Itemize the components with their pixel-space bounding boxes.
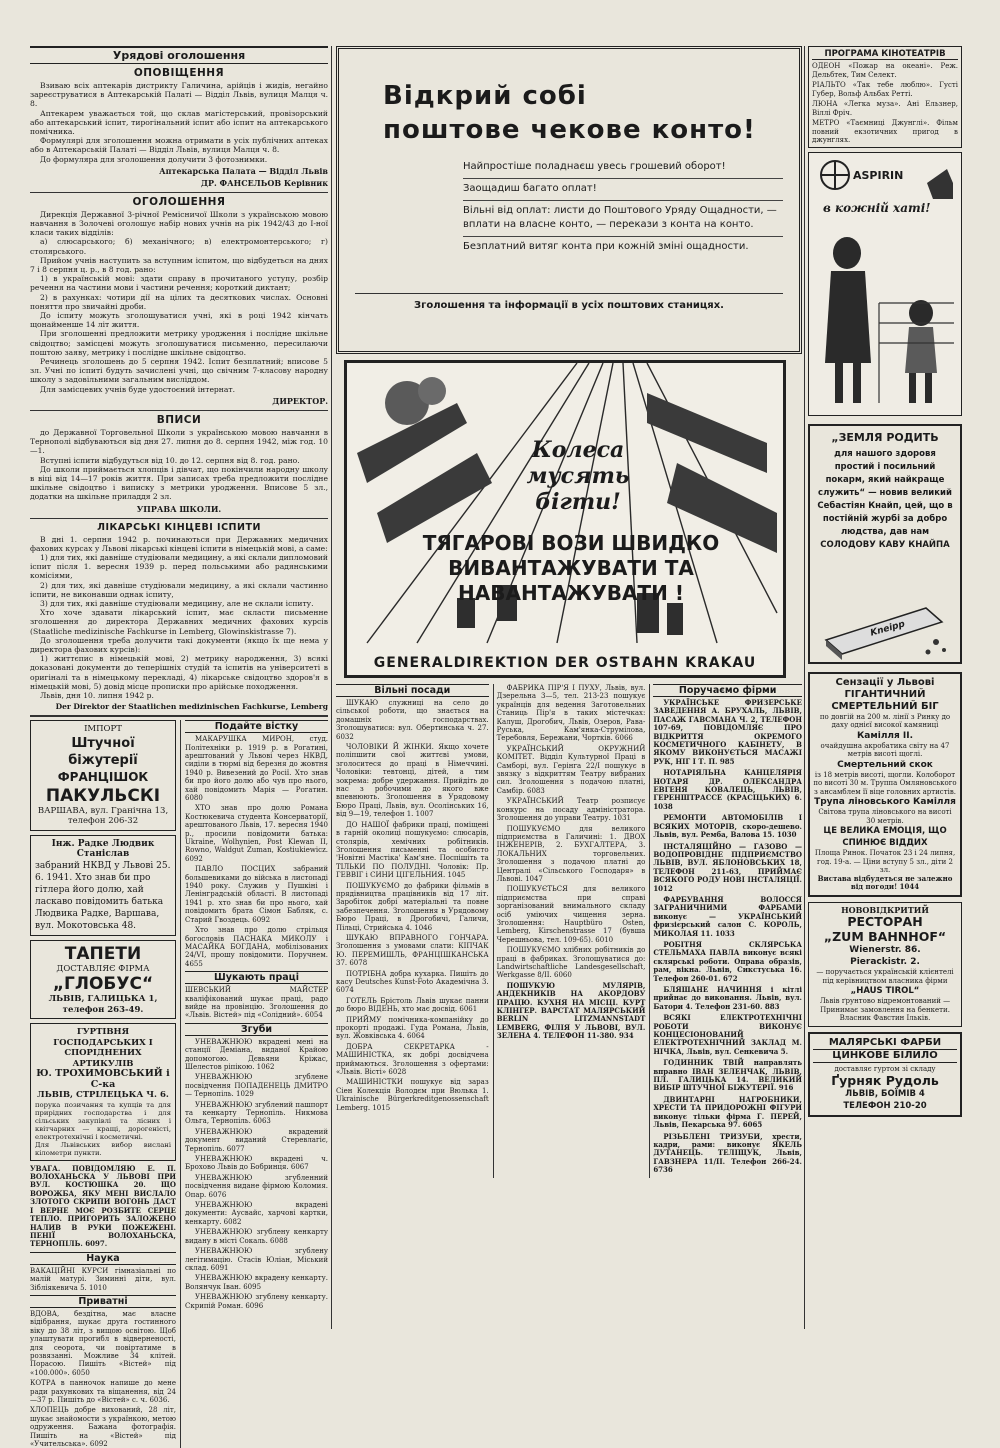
list-item: Хто знав про долю стрільця богословів ПАСНАКА МИКОЛУ і МАСАЙКА БОГДАНА, мобілізованих 24/VI, прошу повідомити. Поручнем. 4655	[185, 926, 328, 968]
paragraph: 2) в рахунках: чотири дії на цілих та десяткових числах. Основні поняття про звичайні дроби.	[30, 292, 328, 311]
cinema-program-title: ПРОГРАМА КІНОТЕАТРІВ	[812, 49, 958, 60]
section-header-science: Наука	[30, 1252, 176, 1265]
cinema-list	[812, 62, 958, 145]
list-item: ВСЯКІ ЕЛЕКТРОТЕХНІЧНІ РОБОТИ ВИКОНУЄ КОНЦЕСІОНОВАНИЙ ЕЛЕКТРОТЕХНІЧНИЙ ЗАКЛАД М. НІЧКА, Львів, вул. Сенкевича 5.	[653, 1013, 802, 1056]
ad-body: Для Львівських вибор вислані кілометри пункти.	[35, 1140, 171, 1157]
ad-pakulski	[30, 720, 176, 831]
divider	[30, 518, 328, 519]
list-item: БЛЯШАНЕ НАЧИННЯ і кітлі прийнає до виконання. Львів, вул. Батори 4. Телефон 231-60. 883	[653, 985, 802, 1011]
ad-line: Заощадиш багато оплат!	[463, 179, 783, 201]
ad-slogan: Колеса мусять бігти!	[526, 437, 630, 515]
ad-body: Площа Ринок. Початок 23 і 24 липня, год. 19-а. — Ціни вступу 5 зл., діти 2 зл.	[814, 849, 956, 874]
list-item: УНЕВАЖНЮЮ згублене посвідчення ПОПАДЕНЕЦЬ ДМИТРО — Тернопіль. 1029	[185, 1073, 328, 1099]
ad-line: Wienerstr. 86.	[849, 945, 921, 955]
column-rule	[331, 46, 332, 1329]
notice-pharmacists	[30, 67, 328, 188]
ad-line: Вільні від оплат: листи до Поштового Уряду Ощадности, — вплати на власне конто, — перекази з конта на конто.	[463, 201, 783, 237]
list-item: ГОТЕЛЬ Брістоль Львів шукає панни до бюро ВІДЕНЬ, хто має досвід. 6061	[336, 996, 489, 1014]
list-item: УНЕВАЖНЮЮ згублену кенкарту. Скрипій Роман. 6096	[185, 1293, 328, 1310]
ad-line: ДОСТАВЛЯЄ ФІРМА	[56, 963, 150, 974]
paragraph: Прийом учнів наступить за вступним іспитом, що відбудеться на днях 7 і 8 серпня ц. р., в 8 год. рано:	[30, 255, 328, 275]
list-item: НОТАРІЯЛЬНА КАНЦЕЛЯРІЯ НОТАРЯ ДР. ОЛЕКСАНДРА ЕВГЕНЯ КОВАЛЕЦЬ, ЛЬВІВ, ГЕРЕНШТРАССЕ (КРАСІЦЬКИХ) 6. 1038	[653, 768, 802, 811]
ad-line: Сензації у Львові	[835, 676, 935, 688]
ad-address: ЛЬВІВ, ГАЛИЦЬКА 1, телефон 263-49.	[48, 994, 158, 1015]
signature: УПРАВА ШКОЛИ.	[136, 503, 222, 514]
ad-restaurant	[808, 902, 962, 1027]
paragraph: При зголошенні предложити метрику уродження і послідне шкільне свідоцтво; замісцеві можуть зголошуватися письменно, пересилаючи поштою заяву, метрику і послідне шкільне свідоцтво.	[30, 329, 328, 357]
ad-line: ГІГАНТИЧНИЙ	[844, 688, 926, 700]
ad-body: Львів ґрунтово відремонтований — Принимає замовлення на бенкети. Власник Фавстин Ільків.	[819, 997, 951, 1022]
cinema-program	[808, 46, 962, 148]
list-item: УНЕВАЖНЮЮ вкрадений документ виданий Стеревлагіє, Тернопіль. 6077	[185, 1127, 328, 1153]
ad-address: ЛЬВІВ, БОЇМІВ 4	[845, 1089, 925, 1099]
list-item: ШУКАЮ ВПРАВНОГО ГОНЧАРА. Зголошення з умовами слати: КІПЧАК Ю. ПЕРЕМИШЛЬ, ФРАНЦІШКАНСЬКА 37. 6078	[336, 933, 489, 968]
ad-line: Інж. Радке Людвик Станіслав	[51, 838, 155, 860]
list-item: ГОДИННИК ТВІЙ направлять вправно ІВАН ЗЕЛЕНЧАК, ЛЬВІВ, ПЛ. ГАЛИЦЬКА 14. ВЕЛИКИЙ ВИБІР ШТУЧНОЇ БІЖУТЕРІЇ. 916	[653, 1058, 802, 1093]
ad-line: Камілля II.	[856, 730, 914, 741]
paragraph: Дирекція Державної 3-річної Ремісничої Школи з українською мовою навчання в Золочеві оголошує набір нових учнів на рік 1942/43 до І-ної класи таких відділів:	[30, 209, 328, 238]
ad-body: ВДОВА, бездітна, має власне відібрання, шукає друга гостинного віку до 38 літ, з вищою освітою. Щоб улаштувати прогибл в відверненості, для сеорота, чи повіртатиме в розвязанні. Можливе 34 клітей. Порасою. Пишіть «Вістей» під «100.000». 6050	[30, 1309, 176, 1377]
list-item: ІНСТАЛЯЦІЙНО — ГАЗОВО — ВОДОПРОВІДНЕ ПІДПРИЄМСТВО ЛЬВІВ, ВУЛ. ЯБЛОНОВСЬКИХ 18, ТЕЛЕФОН 211-63, ПРИЙМАЄ ВСЯКОГО РОДУ НОВІ ІНСТАЛЯЦІЇ. 1012	[653, 841, 802, 893]
list-item: РІЗЬБЛЕНІ ТРИЗУБИ, хрести, кадри, рами: виконує ЯКЕЛЬ ДУТАНЕЦЬ. ТЕЛІЩУК, Львів, ГАВЗНЕРА 11/II. Телефон 266-24. 6736	[653, 1131, 802, 1175]
ad-body: для нашого здоровя простий і посильний покарм, який найкраще служить“ — новив великий Себастіян Кнайп, цей, що в постійній журбі за добро людства, дав нам СОЛОДОВУ КАВУ КНАЙПА	[817, 448, 953, 550]
middle-column	[336, 46, 802, 1329]
ad-line: СМЕРТЕЛЬНИЙ БІГ	[831, 700, 939, 712]
list-item: ДО НАШОЇ фабрики праці, поміщені в гарній околиці пошукуємо: слюсарів, столярів, хемічних робітників. Зголошення письменні та особисто 'Новітні Мастіка' Кам'яне. Поспішіть та ТІЛЬКИ ПО ПОЛУДНІ. Чоловік: Пр. ГЕВВІГ і СИНИ ЦІГЕЛЬНИЯ. 1045	[336, 820, 489, 880]
ad-slogan: ТЯГАРОВІ ВОЗИ ШВИДКО ВИВАНТАЖУВАТИ ТА НАВАНТАЖУВАТИ !	[422, 531, 720, 605]
paragraph: Формулярі для зголошення можна отримати в усіх публічних аптеках або в Аптекарській Палаті — Відділ Львів, вулиця Малця ч. 8.	[30, 136, 328, 155]
railway-illustration	[347, 363, 787, 675]
notice-medical-exams	[30, 522, 328, 712]
list-item: ПОШУКУЄМО хлібних робітників до праці в фабриках. Зголошуватися до: Landwirtschaftliche Landesgesellschaft, Werkgasse 8/II. 6060	[496, 946, 646, 980]
list-item: УНЕВАЖНЮЮ вкрадені мені на станції Деміана, виданої Крайою допомогою. Дєвьяни Кріжас, Шелестов ріпікою. 1062	[185, 1037, 328, 1071]
ad-line: Ю. ТРОХИМОВСЬКИЙ і С-ка	[36, 1068, 170, 1090]
ad-label: ІМПОРТ	[84, 724, 122, 735]
ad-line: ПАКУЛЬСКІ	[45, 785, 161, 806]
ad-line: „ГЛОБУС“	[52, 974, 154, 995]
ad-list	[497, 684, 646, 1041]
ad-body: КОТРА в панночок напише до мене ради рахункових та віщанення, від 24—37 р. Пишіть до «Вістей» с. ч. 6036.	[30, 1379, 176, 1405]
notice-enrollment	[30, 414, 328, 514]
notice-title: ЛІКАРСЬКІ КІНЦЕВІ ІСПИТИ	[97, 521, 261, 533]
divider	[30, 715, 328, 717]
ad-trokhymovsky	[30, 1023, 176, 1161]
ad-railway	[344, 360, 786, 678]
section-header-seeking-work: Шукають праці	[185, 971, 328, 984]
list-item: ПОШУКУЮ МУЛЯРІВ, АНДЕКНИКІВ НА АКОРДОВУ ПРАЦЮ. КУХНЯ НА МІСЦІ. КУРТ КЛІНГЕР. ВАРСТАТ МАЛЯРСЬКИЙ BERLIN LITZMANNSTADT LEMBERG, ФІЛІЯ У ЛЬВОВІ, ВУЛ. ЗЕЛЕНА 4. ТЕЛЕФОН 11-380. 934	[496, 980, 646, 1041]
list-item: ФАБРИКА ПІР'Я І ПУХУ, Львів, вул. Дзерельна 3—5, тел. 213-23 пошукує українців для ведення Заготовельних Станиць Пір'я в таких містечках: Калуш, Дрогобич, Львів, Озеров, Рава-Руська, Кам'янка-Струмілова, Теребовля, Бережани, Чортків. 6066	[496, 684, 646, 743]
paragraph: До іспиту можуть зголошуватися учні, які в році 1942 кінчать щонайменше 14 літ життя.	[30, 311, 328, 330]
list-item: ФАРБУВАННЯ ВОЛОССЯ ЗАГРАНИЧНИМИ ФАРБАМИ виконує — УКРАЇНСЬКИЙ фризієрський салон С. КОРОЛЬ, МИКОЛАЯ 11. 1033	[653, 894, 802, 938]
ad-line: Смертельний скок	[837, 759, 933, 770]
ad-line: Безплатний витяг конта при кожній зміні ощадности.	[463, 241, 749, 252]
ad-body: забраний НКВД у Львові 25. 6. 1941. Хто знав би про гітлера його долю, хай ласкаво повідомить батька Людвика Радке, Варшава, вул. Мокотовська 48.	[35, 860, 171, 931]
ad-line: „ZUM BAHNHOF“	[823, 929, 947, 944]
ad-line: Pierackistr. 2.	[850, 957, 920, 967]
ad-line: ЦЕ ВЕЛИКА ЕМОЦІЯ, ЩО СПИНЮЄ ВІДДИХ	[823, 826, 947, 848]
paragraph: Львів, дня 10. липня 1942 р.	[40, 690, 154, 700]
ad-footer: Вистава відбудеться не залежно від погоди! 1044	[817, 873, 953, 891]
ad-headline-line: поштове чекове конто!	[383, 115, 756, 145]
ad-body: Світова трупа ліновського на висоті 30 метрів.	[818, 808, 952, 825]
paragraph: В дні 1. серпня 1942 р. починаються при Державних медичних фахових курсах у Львові лікарські кінцеві іспити в німецькій мові, а саме:	[30, 534, 328, 553]
signature: ДИРЕКТОР.	[272, 395, 328, 406]
ad-list	[185, 1038, 328, 1310]
section-header-news: Подайте вістку	[185, 720, 328, 733]
paragraph: Хто хоче здавати лікарський іспит, має скласти письменне зголошення до директора Державних медичних фахових курсів (Staatliche medizinische Fachkurse in Lemberg, Glowinskistrasse 7).	[30, 608, 328, 636]
ad-line: ЦИНКОВЕ БІЛИЛО	[813, 1050, 957, 1063]
vacancies-column	[336, 684, 489, 1178]
paragraph: До зголошення треба долучити такі документи (якщо їх ще нема у директора фахових курсів):	[30, 635, 328, 654]
ad-line: МАЛЯРСЬКІ ФАРБИ	[813, 1037, 957, 1050]
ad-body: із 18 метрів висоті, щогли. Колоборот по висоті 30 м. Труппа Омляновського з ансамблем її віце головних артистів.	[813, 770, 957, 796]
notice-body	[30, 535, 328, 701]
ads-column	[30, 720, 176, 1448]
list-item: ХТО знав про долю Романа Костюкевича студента Консерваторії, арештованого Львів, 17. вересня 1940 р., просили повідомити батька: Ukraine, Wolhynien, Post Klewan II, Rowno, Waldgut Zuman, Kostiukiewicz. 6092	[185, 804, 328, 863]
ad-circus	[808, 672, 962, 897]
notice-title: ОГОЛОШЕННЯ	[132, 195, 226, 208]
paragraph: Для замісцевих учнів буде удостоєний інтернат.	[40, 384, 236, 394]
ad-body: по довгій на 200 м. лінії з Ринку до даху однієї високої камяниці	[819, 712, 951, 729]
aspirin-slogan: в кожній хаті!	[823, 200, 931, 215]
signature: Аптекарська Палата — Відділ Львів	[159, 165, 328, 176]
vacancies-column-2	[493, 684, 646, 1178]
ad-body: доставляє гуртом зі складу	[834, 1064, 936, 1073]
paragraph: 1) життєпис в німецькій мові, 2) метрику народження, 3) всякі доказовані документи до теперішніх студій та іспитів на університеті в оригіналі та в німецькому перекладі, 4) лікарське свідоцтво здоров'я в німецькій мові, 5) довід місце прописки про арійське походження.	[30, 654, 328, 691]
signature: Der Direktor der Staatlichen medizinischen Fachkurse, Lemberg	[55, 702, 328, 712]
paragraph: Речинець зголошень до 5 серпня 1942. Іспит безплатний; вписове 5 зл. Учні по іспиті будуть зачислені учні, що свічним 7-класову народну школу з задовільними загальним висліддом.	[30, 357, 328, 385]
ad-list	[336, 699, 489, 1112]
paragraph: Аптекарем уважається той, що склав магістерський, провізорський або аптекарський іспит, тирогінальний іспит або іспит на аптекарського помічника.	[30, 108, 328, 137]
ad-address: ТЕЛЕФОН 210-20	[843, 1101, 927, 1111]
list-item: ОДЕОН «Пожар на океані». Реж. Дельбтек, Тим Селект.	[812, 62, 958, 79]
list-item: УКРАЇНСЬКИЙ ОКРУЖНИЙ КОМІТЕТ. Відділ Культурної Праці в Самборі, вул. Герінга 22/I пошукує в звязку з відкриттям Театру вибраних сил. Зголошення з подачою платні, Самбір. 6083	[496, 744, 646, 795]
ad-postal-checking	[336, 46, 802, 354]
ad-body: очайдушна акробатика світу на 47 метрів висоті щоглі.	[820, 741, 950, 758]
ad-body: ХЛОПЕЦЬ добре вихований, 28 літ, шукає знайомости з українкою, метою одруження. Бажана фотографія. Пишіть на «Вістей» під «Учительська». 6092	[30, 1406, 176, 1448]
list-item: УНЕВАЖНЮЮ згубленний посвідчення видане фірмою Коломия. Опар. 6076	[185, 1173, 328, 1199]
list-item: УНЕВАЖНЮЮ вкрадені документи: Аусвайс, харчові картки, кенкарту. 6082	[185, 1201, 328, 1226]
divider	[30, 410, 328, 411]
section-header-vacancies: Вільні посади	[336, 684, 489, 697]
signature: ДР. ФАНСЕЛЬОВ Керівник	[200, 177, 328, 188]
ad-footer: GENERALDIREKTION DER OSTBAHN KRAKAU	[373, 655, 757, 671]
ad-line: Трупа ліновського Камілля	[814, 797, 956, 807]
paragraph: 1) в українській мові: здати справу в прочитаного уступу, розбір речення на частини мови і частини речення; короткий диктант;	[30, 274, 328, 293]
ad-line: ГУРТІВНЯ ГОСПОДАРСЬКИХ І СПОРІДНЕНИХ АРТИКУЛІВ	[53, 1027, 153, 1069]
paragraph: Взиваю всіх аптекарів дистрикту Галичина, арійців і жидів, негайно зареєструватися в Аптекарській Палаті — Відділ Львів, вулиця Малця ч. 8.	[30, 81, 328, 109]
paragraph: а) слюсарського; б) механічного; в) електромонтерського; г) столярського.	[30, 237, 328, 256]
package-label: Kneipp	[869, 618, 907, 639]
list-item: ПОШУКУЄМО для великого підприємства в Галичині: 1. ДВОХ ІНЖЕНЕРІВ, 2. БУХГАЛТЕРА, 3. ЛОКАЛЬНИХ торговельних. Зголошення з подачою платні до Централі «Сільського Господаря» в Львові. 1047	[496, 824, 646, 883]
ad-body: порука позичання та купців та для прирідних господарства і для сільських закупівлі та лісних і квітчарних — кращі, дорогеністі, електротехнічні і косметичні.	[35, 1100, 171, 1141]
list-item: УНЕВАЖНЮЮ згублену кенкарту видану в місті Сокаль. 6088	[185, 1228, 328, 1245]
recommended-firms-column	[649, 684, 802, 1178]
right-column	[808, 46, 962, 1329]
notice-body	[30, 428, 328, 502]
list-item: ПОТРІБНА добра кухарка. Пишіть до касу Deutsches Kunst-Foto Академічна 3. 6074	[336, 969, 489, 995]
list-item: МАКАРУШКА МИРОН, студ. Політехніки р. 1919 р. в Рогатині, арештований у Львові через НКВД, сиділи в тюрмі від березня до жовтня 1940 р. Вивезений до Росії. Хто знав би про його долю або чув про нього, хай повідомить Марія — Рогатин. 6080	[185, 735, 328, 803]
list-item: ПРИЙМУ помічника-компанійку до прокорті продажі. Гуда Романа, Львів, вул. Жовківська 4. 6064	[336, 1015, 489, 1041]
list-item: УНЕВАЖНЮЮ згублену легітимацію. Стасів Юліан, Міський склад. 6091	[185, 1247, 328, 1272]
notice-body	[30, 210, 328, 394]
ad-line: ФРАНЦІШОК	[57, 769, 149, 784]
list-item: ЧОЛОВІКИ Й ЖІНКИ. Якщо хочете поліпшити свої життєві умови, зголоситеся до праці в Німеччині. Чоловіки: тевтонці, дітей, а тим зокрема: добре удержання. Прийдіть до нас з робочими до якого вже впевнюють. Зголошення в Урядовому Бюро Праці, Львів, вул. Осолінських 16, від 9—19, телефон 1. 1007	[336, 743, 489, 819]
list-item: ШЕВСЬКИЙ МАЙСТЕР кваліфікований шукає праці, радо вийде на провінцію. Зголошення до «Львів. Вістей» під «Солідний». 6054	[185, 986, 328, 1020]
ad-line: РЕСТОРАН	[847, 914, 923, 929]
paragraph: Вступні іспити відбудуться від 10. до 12. серпня від 8. год. рано.	[40, 455, 300, 465]
section-header-losses: Згуби	[185, 1023, 328, 1036]
list-item: ПАВЛО ПОСЦИХ забраний большевиками до війська в листопаді 1940 року. Служив у Пушкіні і Ленінградській області. В листопаді 1941 р. хто знав би про нього, хай повідомить брата Сімон Бабляк, с. Старий Гвоздець. 6092	[185, 865, 328, 924]
notice-body	[30, 81, 328, 164]
notice-title: ВПИСИ	[156, 413, 202, 426]
list-item: УКРАЇНСЬКЕ ФРИЗЕРСЬКЕ ЗАВЕДЕННЯ А. БРУХАЛЬ, ЛЬВІВ, ПАСАЖ ГАВСМАНА Ч. 2, ТЕЛЕФОН 107-69, ПОВІДОМЛЯЄ ПРО ВІДКРИТТЯ ОКРЕМОГО КОСМЕТИЧНОГО КАБІНЕТУ, В ЯКОМУ ВИКОНУЄТЬСЯ МАСАЖІ РУК, НІГ І Т. П. 985	[653, 698, 802, 766]
ad-headline-line: Відкрий собі	[383, 81, 587, 111]
classifieds-area	[30, 720, 328, 1448]
ad-address: ЛЬВІВ, СТРІЛЕЦЬКА Ч. 6.	[37, 1090, 169, 1101]
column-rule	[804, 46, 805, 1329]
ad-line: Ґурняк Рудоль	[831, 1073, 939, 1088]
ad-tapety	[30, 940, 176, 1020]
list-item: РІАЛЬТО «Так тебе люблю». Густі Губер, Вольф Альбах Ретті.	[812, 81, 958, 98]
list-item: РОБІТНЯ СКЛЯРСЬКА СТЕЛЬМАХА ПАВЛА виконує всякі склярські роботи. Оправа образів, рам, вікна. Львів, Сикстуська 16. Телефон 260-01. 672	[653, 939, 802, 983]
paragraph: 3) для тих, які давніше студіювали медицину, але не склали іспиту.	[40, 598, 314, 608]
left-column	[30, 46, 328, 1448]
list-item: МЕТРО «Таємниці Джунглі». Фільм повний екзотичних пригод в джунглях.	[812, 119, 958, 144]
notice-uvaha: УВАГА. ПОВІДОМЛЯЮ Е. П. ВОЛОХАНЬСКА У ЛЬВОВІ ПРИ ВУЛ. КОСТЮШКА 20. ЩО ВОРОЖБА, ЯКУ МЕНІ ВИСЛАЛО ЗЛОТОГО СКРИПИ ВОГОНЬ ДАСТ І ВЕРНЕ МОЄ РОЗБИТЕ СЕРЦЕ ТЕПЛО. ПРИГОРИТЬ ЗАЛОЖЕНО НАЛИВ В РУКИ ПОЖЕЖЕНІ. ПЕНІЇ ВОЛОХАНЬСКА, ТЕРНОПІЛЬ. 6097.	[30, 1163, 176, 1249]
ad-address: ВАРШАВА, вул. Гранічна 13, телефон 206-32	[37, 805, 169, 827]
ad-radke	[30, 835, 176, 936]
classifieds-middle	[336, 684, 802, 1178]
paragraph: До школи приймається хлопців і дівчат, що покінчили народну школу в віці від 14—17 років життя. При записах треба предложити послідне шкільне свідоцтво і виписку з метрики уродження. Вписове 5 зл., додатки на шкільне приладдя 2 зл.	[30, 464, 328, 502]
list-item: УКРАЇНСЬКИЙ Театр розписує конкурс на посаду адміністратора. Зголошення до управи Театру. 1031	[496, 797, 646, 823]
ad-headline: „ЗЕМЛЯ РОДИТЬ	[831, 430, 939, 444]
ad-aspirin	[808, 152, 962, 416]
ad-kneipp	[808, 424, 962, 664]
list-item: УНЕВАЖНЮЮ вкрадену кенкарту. Волянчук Іван. 6095	[185, 1274, 328, 1291]
notice-school	[30, 196, 328, 406]
list-item: МАШИНІСТКИ пошукує від зараз Сіен Колекція Володєм при Вюлька 1. Ukrainische Bürgerkreditgenossenschaft Lemberg. 1015	[336, 1078, 489, 1112]
notice-title: ОПОВІЩЕННЯ	[133, 67, 225, 79]
list-item: УНЕВАЖНЮЮ вкрадені ч. Брохово Львів до Бобринця. 6067	[185, 1155, 328, 1172]
ad-footer: Зголошення та інформації в усіх поштових станицях.	[355, 293, 783, 311]
list-item: ШУКАЮ служниці на село до сільської роботи, що знається на домашніх господарствах. Зголошуватися: вул. Обертинська ч. 27. 6032	[336, 699, 489, 741]
list-item: ПОШУКУЄТЬСЯ для великого підприємства при справі зорганізований внимального складу осіб уміючих чищення зерна. Зголошення: Hauptbüro Osten, Lemberg, Kirschenstrasse 17 (бувша Черешньова, тел. 109-65). 6010	[496, 885, 646, 944]
list-item: РЕМОНТИ АВТОМОБІЛІВ І ВСЯКИХ МОТОРІВ, скоро-дешево. Львів, вул. Ремба, Валова 15. 1030	[653, 813, 802, 840]
paragraph: до Державної Торговельної Школи з українською мовою навчання в Тернополі відбуваються від дня 27. липня до 8. серпня 1942, між год. 10—1.	[30, 427, 328, 456]
ad-headline	[383, 79, 783, 147]
ad-lines	[463, 157, 783, 258]
ad-list	[185, 735, 328, 968]
divider	[30, 192, 328, 193]
list-item: ДОБРА СЕКРЕТАРКА - МАШИНІСТКА, як добрі досвідчена приймаються. Зголошення з офертами: «Львів. Вісті» 6028	[336, 1042, 489, 1077]
aspirin-illustration	[809, 153, 959, 413]
list-item: УНЕВАЖНЮЮ згублений пашпорт та кенкарту Тернопіль. Никмова Ольга, Тернопіль. 6063	[185, 1100, 328, 1126]
ad-line: „HAUS TIROL“	[850, 986, 920, 996]
section-header-private: Приватні	[30, 1295, 176, 1308]
ad-body: — поручається українській клієнтелі під керівництвом власника фірми	[816, 968, 954, 985]
ad-line: НОВОВІДКРИТИЙ	[841, 904, 929, 915]
ad-body: ВАКАЦІЙНІ КУРСИ гімназіальні по малій матурі. Зиминні діти, вул. Зібліякевича 5. 1010	[30, 1266, 176, 1292]
ad-list	[653, 699, 802, 1175]
list-item: ДВИНТАРНІ НАГРОБНИКИ, ХРЕСТИ ТА ПРИДОРОЖНІ ФІГУРИ виконує тільки фірма Г. ПЕРЕЙ, Львів, Пекарська 97. 6065	[653, 1094, 802, 1130]
ad-line: ТАПЕТИ	[64, 943, 142, 964]
aspirin-brand: ASPIRIN	[853, 168, 904, 182]
paragraph: 2) для тих, які давніше студіювали медицину, а які склали частинно іспити, не виконавши однак іспиту,	[30, 580, 328, 599]
ad-line: Найпростіше поладнаєш увесь грошевий оборот!	[463, 157, 783, 179]
section-header-firms: Поручаємо фірми	[653, 684, 802, 697]
section-header-official: Урядові оголошення	[30, 46, 328, 64]
ad-line: Штучної біжутерії	[68, 735, 138, 768]
ad-paints	[808, 1032, 962, 1118]
list-item: ПОШУКУЄМО до фабрики фільмів в прядівництва працівників від 17 літ. Заробіток добрі матеріальні та повне забезпечення. Зголошення в Урядовому Бюро Праці, в Дрогобичі, Галичи, Пільці, Стрийська 4. 1046	[336, 881, 489, 932]
paragraph: 1) для тих, які давніше студіювали медицину, а які склали дипломовий іспит після 1. вересня 1939 р. перед польськими або радянськими комісіями,	[30, 552, 328, 581]
list-item: ЛЮНА «Легка муза». Ані Ельзнер, Віллі Фріч.	[812, 100, 958, 117]
small-ads-column	[180, 720, 328, 1448]
paragraph: До формуляра для зголошення долучити 3 фотознимки.	[40, 154, 268, 164]
